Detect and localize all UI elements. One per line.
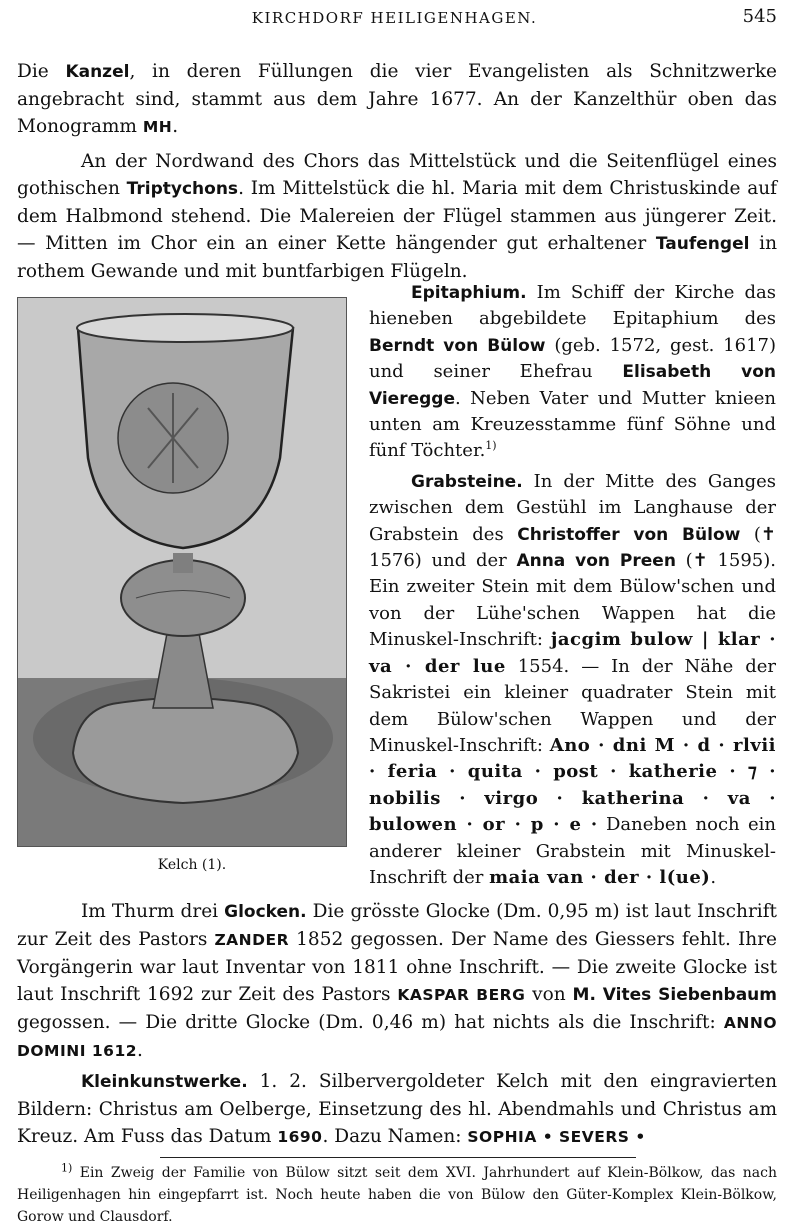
figure-chalice (17, 297, 347, 873)
footnote-text: Ein Zweig der Familie von Bülow sitzt seit dem XVI. Jahrhundert auf Klein-Bölkow, das nach Heiligenhagen hin eingepfarrt ist. Noch heute haben die von Bülow den Güter-Komplex Klein-Bölkow, Gorow und Clausdorf. (17, 1165, 777, 1225)
name-zander: ZANDER (214, 931, 290, 949)
name-kaspar-berg: KASPAR BERG (397, 986, 526, 1004)
text: . Neben Vater und Mutter knieen unten am Kreuzesstamme fünf Söhne und fünf Töchter. (369, 387, 776, 462)
text: . Dazu Namen: (322, 1126, 468, 1147)
text: Daneben noch ein anderer kleiner Grabstein mit Minuskel-Inschrift der (369, 814, 776, 888)
name-anna-von-preen: Anna von Preen (516, 551, 676, 572)
text: An der Nordwand des Chors das Mittelstück und die Seitenflügel eines gothischen (17, 151, 777, 199)
text: Die (17, 61, 66, 82)
term-kanzel: Kanzel (65, 62, 130, 82)
heading-glocken: Glocken. (224, 902, 307, 922)
paragraph-kleinkunstwerke (17, 1068, 777, 1151)
monogram: MH (142, 118, 173, 136)
text: Im Schiff der Kirche das hieneben abgebildete Epitaphium des (369, 282, 776, 330)
text: (✝ 1576) und der (369, 523, 776, 572)
term-taufengel: Taufengel (655, 234, 750, 254)
text: . Im Mittelstück die hl. Maria mit dem Christuskinde auf dem Halbmond stehend. Die Malereien der Flügel stammen aus jüngerer Zeit. — Mitten im Chor ein an einer Kette hängender gut erhaltener (17, 178, 777, 254)
chalice-photo (17, 297, 347, 847)
glocken-section (17, 898, 777, 1065)
heading-kleinkunstwerke: Kleinkunstwerke. (81, 1072, 248, 1092)
inscription-anno-domini: ANNO DOMINI 1612 (17, 1014, 777, 1060)
footnotes (17, 1162, 777, 1228)
inscription-2: Ano · dni M · d · rlvii · feria · quita · post · katherie · ⁊ · nobilis · virgo · katherina · va · bulowen · or · p · e · (369, 734, 776, 836)
text: Die grösste Glocke (Dm. 0,95 m) ist laut Inschrift zur Zeit des Pastors (17, 901, 777, 950)
inscription-1: jacgim bulow | klar · va · der lue (369, 629, 776, 677)
chalice-illustration (18, 298, 346, 846)
text: (✝ 1595). Ein zweiter Stein mit dem Bülow'schen und von der Lühe'schen Wappen hat die Minuskel-Inschrift: (369, 550, 776, 651)
inscription-3: maia van · der · l(ue) (489, 866, 711, 888)
footnote-ref: 1) (485, 439, 497, 453)
page-header (0, 6, 789, 30)
text: . (710, 866, 717, 888)
text: . (172, 116, 179, 137)
running-title: KIRCHDORF HEILIGENHAGEN. (251, 9, 538, 27)
figure-caption: Kelch (1). (157, 857, 227, 873)
heading-epitaphium: Epitaphium. (411, 283, 527, 303)
text: von (525, 984, 573, 1005)
paragraph-grabsteine (369, 469, 776, 892)
page-number: 545 (742, 6, 777, 27)
footnote-mark: 1) (61, 1161, 73, 1175)
date-1690: 1690 (277, 1128, 323, 1146)
text: 1554. — In der Nähe der Sakristei ein kleiner quadrater Stein mit dem Bülow'schen Wappen und der Minuskel-Inschrift: (369, 655, 776, 756)
paragraph-kanzel (17, 58, 777, 141)
paragraph-triptychon (17, 148, 777, 285)
text: , in deren Füllungen die vier Evangelisten als Schnitzwerke angebracht sind, stammt aus dem Jahre 1677. An der Kanzelthür oben das Monogramm (17, 61, 778, 137)
name-berndt-von-buelow: Berndt von Bülow (369, 335, 546, 356)
names-sophia-severs: SOPHIA • SEVERS • (467, 1128, 646, 1146)
side-column (369, 280, 776, 891)
intro-section (17, 58, 777, 285)
name-christoffer-von-buelow: Christoffer von Bülow (517, 524, 741, 545)
name-elisabeth-von-vieregge: Elisabeth von Vieregge (369, 362, 776, 409)
paragraph-epitaphium (369, 280, 776, 465)
text: (geb. 1572, gest. 1617) und seiner Ehefrau (369, 334, 776, 383)
footnote-divider (160, 1157, 636, 1158)
text: . (137, 1040, 143, 1061)
text: in rothem Gewande und mit buntfarbigen Flügeln. (17, 233, 777, 282)
term-triptychon: Triptychons (126, 179, 239, 199)
text: gegossen. — Die dritte Glocke (Dm. 0,46 m) hat nichts als die Inschrift: (17, 1012, 724, 1033)
heading-grabsteine: Grabsteine. (411, 471, 523, 492)
text: Im Thurm drei (81, 901, 225, 922)
paragraph-glocken (17, 898, 777, 1065)
text: 1852 gegossen. Der Name des Giessers fehlt. Ihre Vorgängerin war laut Inventar von 1811 ohne Inschrift. — Die zweite Glocke ist laut Inschrift 1692 zur Zeit des Pastors (17, 929, 777, 1005)
kleinkunst-section (17, 1068, 777, 1151)
footnote-1 (17, 1162, 777, 1228)
text: 1. 2. Silbervergoldeter Kelch mit den eingravierten Bildern: Christus am Oelberge, Einsetzung des hl. Abendmahls und Christus am Kreuz. Am Fuss das Datum (17, 1071, 777, 1147)
text: In der Mitte des Ganges zwischen dem Gestühl im Langhause der Grabstein des (369, 470, 776, 545)
name-vites-siebenbaum: M. Vites Siebenbaum (572, 985, 777, 1005)
